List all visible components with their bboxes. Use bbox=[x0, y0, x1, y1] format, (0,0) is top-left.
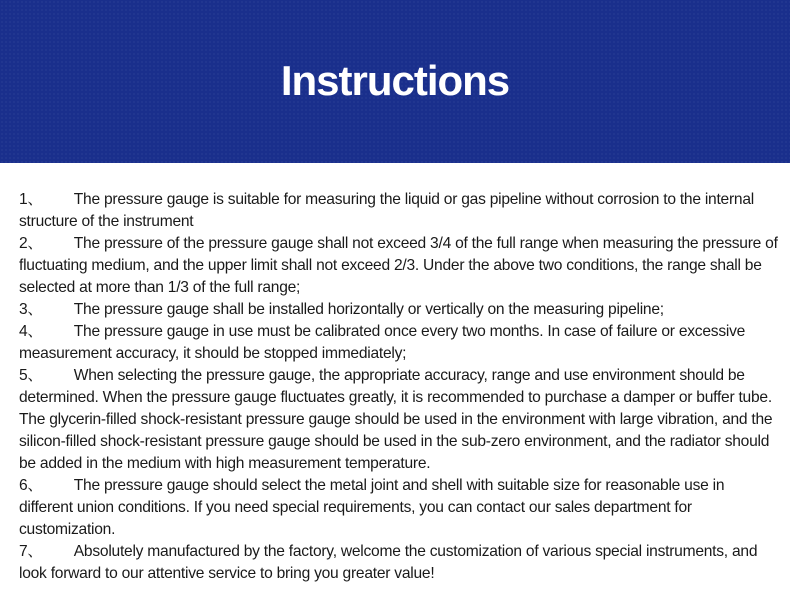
instruction-item-3 bbox=[19, 299, 781, 321]
instruction-item-4 bbox=[19, 321, 781, 365]
page-title: Instructions bbox=[280, 57, 510, 104]
instruction-item-5 bbox=[19, 365, 781, 475]
instruction-number: 4、 bbox=[19, 323, 43, 340]
instruction-text: The pressure gauge shall be installed horizontally or vertically on the measuring pipeline; bbox=[73, 301, 664, 318]
instructions-list bbox=[19, 189, 781, 585]
instruction-number: 7、 bbox=[19, 543, 43, 560]
instruction-number: 6、 bbox=[19, 477, 43, 494]
instruction-text: The pressure gauge in use must be calibrated once every two months. In case of failure or excessive measurement accuracy, it should be stopped immediately; bbox=[19, 323, 746, 362]
instruction-item-7 bbox=[19, 541, 781, 585]
instruction-text: Absolutely manufactured by the factory, welcome the customization of various special instruments, and look forward to our attentive service to bring you greater value! bbox=[19, 543, 758, 582]
instruction-text: The pressure of the pressure gauge shall not exceed 3/4 of the full range when measuring the pressure of fluctuating medium, and the upper limit shall not exceed 2/3. Under the above two conditions, the range shall be selected at more than 1/3 of the full range; bbox=[19, 235, 778, 296]
instruction-item-2 bbox=[19, 233, 781, 299]
header-banner bbox=[0, 0, 790, 163]
instruction-number: 3、 bbox=[19, 301, 43, 318]
instruction-number: 5、 bbox=[19, 367, 43, 384]
instruction-text: When selecting the pressure gauge, the appropriate accuracy, range and use environment should be determined. When the pressure gauge fluctuates greatly, it is recommended to purchase a damper or buffer tube. The glycerin-filled shock-resistant pressure gauge should be used in the environment with large vibration, and the silicon-filled shock-resistant pressure gauge should be used in the sub-zero environment, and the radiator should be added in the medium with high measurement temperature. bbox=[19, 367, 773, 472]
instruction-item-6 bbox=[19, 475, 781, 541]
instruction-text: The pressure gauge is suitable for measuring the liquid or gas pipeline without corrosion to the internal structure of the instrument bbox=[19, 191, 754, 230]
instruction-text: The pressure gauge should select the metal joint and shell with suitable size for reasonable use in different union conditions. If you need special requirements, you can contact our sales department for customization. bbox=[19, 477, 725, 538]
instruction-item-1 bbox=[19, 189, 781, 233]
instruction-number: 1、 bbox=[19, 191, 43, 208]
instruction-number: 2、 bbox=[19, 235, 43, 252]
